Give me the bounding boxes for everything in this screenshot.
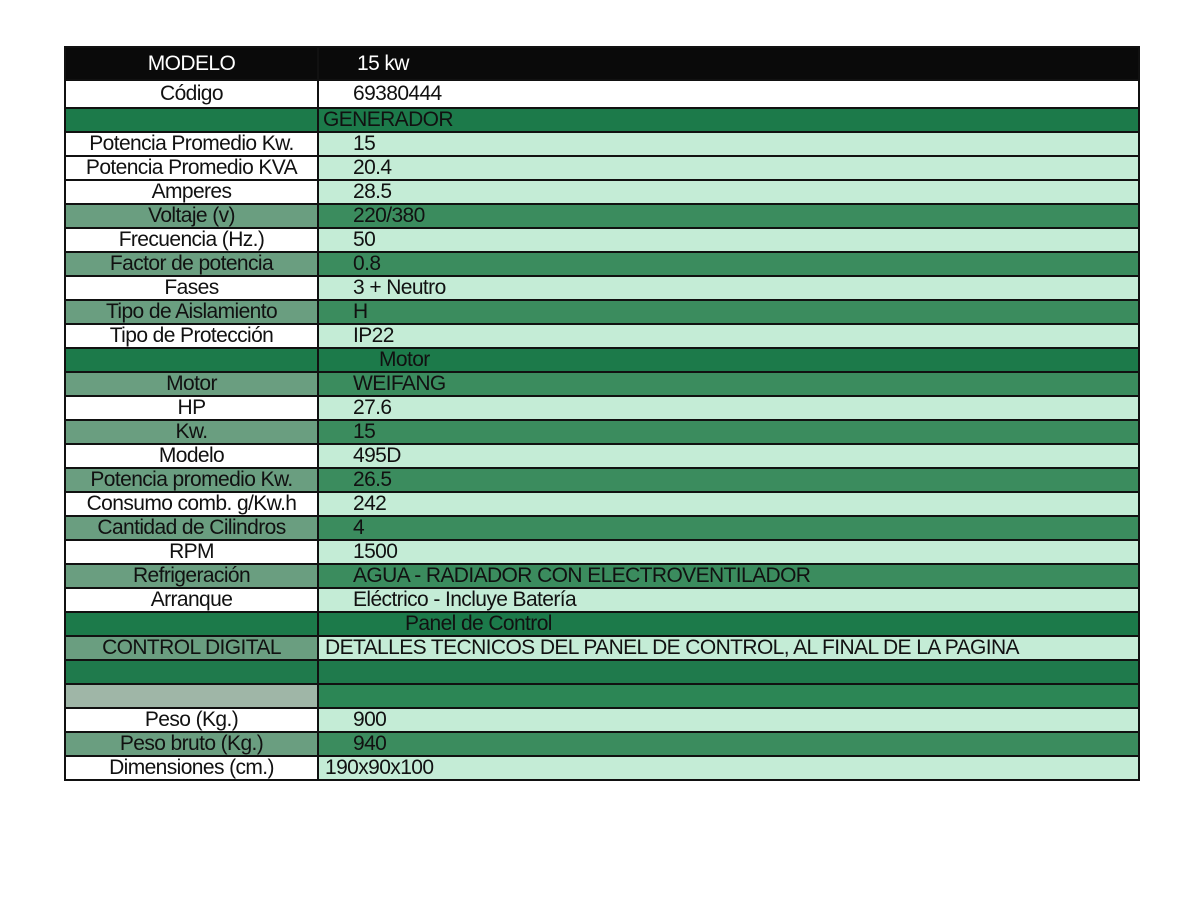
empty-band — [65, 684, 1139, 708]
table-row — [65, 564, 1139, 588]
empty-cell — [318, 684, 1139, 708]
row-value: 900 — [318, 708, 1139, 732]
section-generador — [65, 108, 1139, 132]
table-row — [65, 300, 1139, 324]
table-row — [65, 372, 1139, 396]
row-value: 242 — [318, 492, 1139, 516]
row-label: Consumo comb. g/Kw.h — [65, 492, 318, 516]
row-label: Arranque — [65, 588, 318, 612]
row-label: Potencia Promedio Kw. — [65, 132, 318, 156]
model-label: MODELO — [65, 47, 318, 80]
row-label: Potencia promedio Kw. — [65, 468, 318, 492]
code-row — [65, 80, 1139, 108]
row-value: 495D — [318, 444, 1139, 468]
row-value: 4 — [318, 516, 1139, 540]
row-value: IP22 — [318, 324, 1139, 348]
row-label: Frecuencia (Hz.) — [65, 228, 318, 252]
table-row — [65, 468, 1139, 492]
header-row — [65, 47, 1139, 80]
row-label: Motor — [65, 372, 318, 396]
code-label: Código — [65, 80, 318, 108]
row-label: Potencia Promedio KVA — [65, 156, 318, 180]
row-label: Modelo — [65, 444, 318, 468]
empty-cell — [65, 684, 318, 708]
row-label: Tipo de Protección — [65, 324, 318, 348]
row-value: H — [318, 300, 1139, 324]
row-label: Dimensiones (cm.) — [65, 756, 318, 780]
row-value: 15 — [318, 132, 1139, 156]
table-row — [65, 228, 1139, 252]
row-value: 28.5 — [318, 180, 1139, 204]
row-value: 27.6 — [318, 396, 1139, 420]
section-spacer — [65, 348, 318, 372]
row-label: Tipo de Aislamiento — [65, 300, 318, 324]
table-row — [65, 540, 1139, 564]
row-value: 50 — [318, 228, 1139, 252]
row-value: 20.4 — [318, 156, 1139, 180]
row-label: Cantidad de Cilindros — [65, 516, 318, 540]
row-value: 220/380 — [318, 204, 1139, 228]
section-title-generador: GENERADOR — [318, 108, 1139, 132]
table-row — [65, 588, 1139, 612]
row-value: 940 — [318, 732, 1139, 756]
table-row — [65, 132, 1139, 156]
row-value: 0.8 — [318, 252, 1139, 276]
empty-cell — [65, 660, 318, 684]
row-label: Peso (Kg.) — [65, 708, 318, 732]
table-row — [65, 420, 1139, 444]
table-row — [65, 252, 1139, 276]
table-row — [65, 708, 1139, 732]
row-label: Voltaje (v) — [65, 204, 318, 228]
row-value: Eléctrico - Incluye Batería — [318, 588, 1139, 612]
section-motor — [65, 348, 1139, 372]
row-label: RPM — [65, 540, 318, 564]
code-value: 69380444 — [318, 80, 1139, 108]
section-panel — [65, 612, 1139, 636]
section-spacer — [65, 108, 318, 132]
table-row — [65, 156, 1139, 180]
row-value: AGUA - RADIADOR CON ELECTROVENTILADOR — [318, 564, 1139, 588]
table-row — [65, 276, 1139, 300]
table-row — [65, 180, 1139, 204]
row-label: Amperes — [65, 180, 318, 204]
row-value: 26.5 — [318, 468, 1139, 492]
row-value: 1500 — [318, 540, 1139, 564]
table-row — [65, 516, 1139, 540]
row-label: Refrigeración — [65, 564, 318, 588]
spec-table — [64, 46, 1140, 781]
table-row — [65, 636, 1139, 660]
section-title-motor: Motor — [318, 348, 1139, 372]
table-row — [65, 492, 1139, 516]
row-label: HP — [65, 396, 318, 420]
table-row — [65, 324, 1139, 348]
row-label: Peso bruto (Kg.) — [65, 732, 318, 756]
table-row — [65, 204, 1139, 228]
table-row — [65, 756, 1139, 780]
table-row — [65, 444, 1139, 468]
model-value: 15 kw — [318, 47, 1139, 80]
section-spacer — [65, 612, 318, 636]
table-row — [65, 732, 1139, 756]
row-label: CONTROL DIGITAL — [65, 636, 318, 660]
row-value: DETALLES TECNICOS DEL PANEL DE CONTROL, AL FINAL DE LA PAGINA — [318, 636, 1139, 660]
table-row — [65, 396, 1139, 420]
row-value: WEIFANG — [318, 372, 1139, 396]
row-value: 3 + Neutro — [318, 276, 1139, 300]
row-label: Fases — [65, 276, 318, 300]
row-label: Factor de potencia — [65, 252, 318, 276]
empty-cell — [318, 660, 1139, 684]
section-title-panel: Panel de Control — [318, 612, 1139, 636]
row-label: Kw. — [65, 420, 318, 444]
row-value: 15 — [318, 420, 1139, 444]
empty-band — [65, 660, 1139, 684]
row-value: 190x90x100 — [318, 756, 1139, 780]
